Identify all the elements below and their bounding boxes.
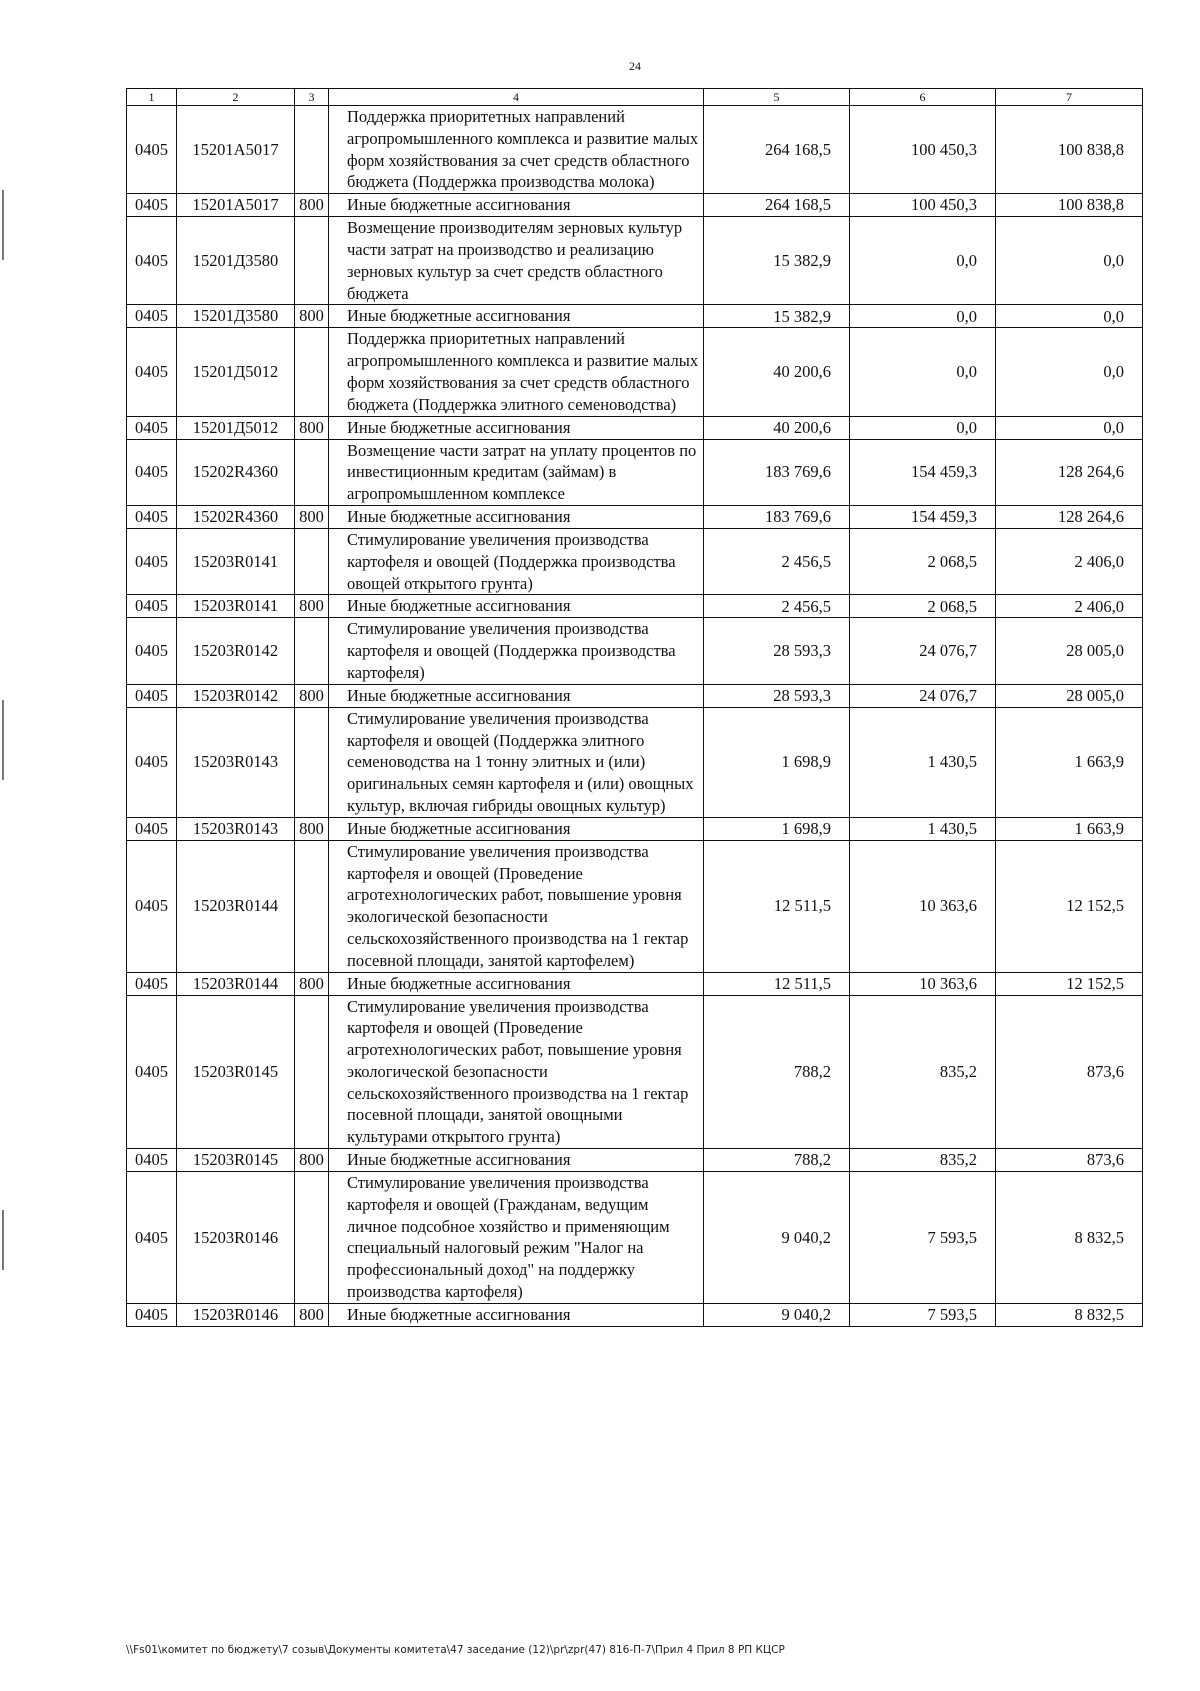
name-cell: Иные бюджетные ассигнования — [329, 817, 704, 840]
table-header — [127, 89, 1143, 106]
name-cell: Иные бюджетные ассигнования — [329, 1303, 704, 1326]
amount-col7-cell: 128 264,6 — [996, 439, 1143, 505]
name-cell: Поддержка приоритетных направлений агропромышленного комплекса и развитие малых форм хозяйствования за счет средств областного бюджета (Поддержка элитного семеноводства) — [329, 328, 704, 416]
table-row — [127, 328, 1143, 416]
amount-col5-cell: 788,2 — [704, 1149, 850, 1172]
code-cell: 15203R0146 — [177, 1303, 295, 1326]
section-cell: 0405 — [127, 194, 177, 217]
amount-col7-cell: 100 838,8 — [996, 194, 1143, 217]
expense-type-cell — [295, 707, 329, 817]
code-cell: 15201A5017 — [177, 106, 295, 194]
name-cell: Возмещение части затрат на уплату процентов по инвестиционным кредитам (займам) в агропромышленном комплексе — [329, 439, 704, 505]
table-row — [127, 106, 1143, 194]
amount-col6-cell: 7 593,5 — [850, 1172, 996, 1304]
code-cell: 15203R0142 — [177, 684, 295, 707]
amount-col6-cell: 100 450,3 — [850, 106, 996, 194]
code-cell: 15203R0144 — [177, 840, 295, 972]
name-cell: Стимулирование увеличения производства картофеля и овощей (Проведение агротехнологических работ, повышение уровня экологической безопасности сельскохозяйственного производства на 1 гектар посевной площади, занятой картофелем) — [329, 840, 704, 972]
code-cell: 15202R4360 — [177, 439, 295, 505]
name-cell: Стимулирование увеличения производства картофеля и овощей (Поддержка элитного семеноводства на 1 тонну элитных и (или) оригинальных семян картофеля и (или) овощных культур, включая гибриды овощных культур) — [329, 707, 704, 817]
amount-col5-cell: 28 593,3 — [704, 618, 850, 684]
expense-type-cell — [295, 328, 329, 416]
col-header-5: 5 — [704, 89, 850, 106]
amount-col7-cell: 128 264,6 — [996, 505, 1143, 528]
amount-col5-cell: 2 456,5 — [704, 528, 850, 594]
expense-type-cell: 800 — [295, 817, 329, 840]
code-cell: 15202R4360 — [177, 505, 295, 528]
code-cell: 15203R0142 — [177, 618, 295, 684]
amount-col7-cell: 12 152,5 — [996, 972, 1143, 995]
table-row — [127, 972, 1143, 995]
scan-margin-mark — [2, 700, 4, 780]
amount-col7-cell: 1 663,9 — [996, 707, 1143, 817]
table-row — [127, 707, 1143, 817]
expense-type-cell: 800 — [295, 194, 329, 217]
table-row — [127, 416, 1143, 439]
section-cell: 0405 — [127, 618, 177, 684]
amount-col5-cell: 9 040,2 — [704, 1303, 850, 1326]
amount-col6-cell: 0,0 — [850, 416, 996, 439]
code-cell: 15201Д3580 — [177, 217, 295, 305]
code-cell: 15203R0143 — [177, 707, 295, 817]
amount-col6-cell: 1 430,5 — [850, 707, 996, 817]
name-cell: Стимулирование увеличения производства картофеля и овощей (Проведение агротехнологических работ, повышение уровня экологической безопасности сельскохозяйственного производства на 1 гектар посевной площади, занятой овощными культурами открытого грунта) — [329, 995, 704, 1149]
section-cell: 0405 — [127, 416, 177, 439]
expense-type-cell — [295, 840, 329, 972]
footer-file-path: \\Fs01\комитет по бюджету\7 созыв\Документы комитета\47 заседание (12)\pr\zpr(47) 816-П-7\Прил 4 Прил 8 РП КЦСР — [126, 1644, 785, 1656]
amount-col7-cell: 8 832,5 — [996, 1303, 1143, 1326]
amount-col5-cell: 12 511,5 — [704, 972, 850, 995]
section-cell: 0405 — [127, 439, 177, 505]
amount-col6-cell: 154 459,3 — [850, 505, 996, 528]
amount-col7-cell: 1 663,9 — [996, 817, 1143, 840]
table-row — [127, 1149, 1143, 1172]
section-cell: 0405 — [127, 217, 177, 305]
code-cell: 15203R0144 — [177, 972, 295, 995]
amount-col7-cell: 0,0 — [996, 305, 1143, 328]
section-cell: 0405 — [127, 817, 177, 840]
section-cell: 0405 — [127, 972, 177, 995]
expense-type-cell — [295, 439, 329, 505]
name-cell: Стимулирование увеличения производства картофеля и овощей (Поддержка производства картофеля) — [329, 618, 704, 684]
code-cell: 15201A5017 — [177, 194, 295, 217]
table-row — [127, 505, 1143, 528]
col-header-1: 1 — [127, 89, 177, 106]
header-row — [127, 89, 1143, 106]
code-cell: 15201Д5012 — [177, 328, 295, 416]
name-cell: Иные бюджетные ассигнования — [329, 505, 704, 528]
amount-col6-cell: 835,2 — [850, 995, 996, 1149]
name-cell: Иные бюджетные ассигнования — [329, 1149, 704, 1172]
code-cell: 15201Д3580 — [177, 305, 295, 328]
expense-type-cell: 800 — [295, 595, 329, 618]
section-cell: 0405 — [127, 595, 177, 618]
amount-col7-cell: 2 406,0 — [996, 595, 1143, 618]
amount-col7-cell: 12 152,5 — [996, 840, 1143, 972]
amount-col5-cell: 40 200,6 — [704, 328, 850, 416]
col-header-4: 4 — [329, 89, 704, 106]
code-cell: 15203R0141 — [177, 595, 295, 618]
scan-margin-mark — [2, 190, 4, 260]
amount-col5-cell: 28 593,3 — [704, 684, 850, 707]
amount-col7-cell: 0,0 — [996, 416, 1143, 439]
name-cell: Иные бюджетные ассигнования — [329, 595, 704, 618]
expense-type-cell: 800 — [295, 416, 329, 439]
code-cell: 15203R0145 — [177, 1149, 295, 1172]
expense-type-cell: 800 — [295, 1303, 329, 1326]
table-row — [127, 817, 1143, 840]
amount-col5-cell: 788,2 — [704, 995, 850, 1149]
amount-col5-cell: 183 769,6 — [704, 505, 850, 528]
amount-col7-cell: 2 406,0 — [996, 528, 1143, 594]
section-cell: 0405 — [127, 1303, 177, 1326]
code-cell: 15203R0143 — [177, 817, 295, 840]
amount-col7-cell: 28 005,0 — [996, 684, 1143, 707]
expense-type-cell — [295, 217, 329, 305]
code-cell: 15203R0145 — [177, 995, 295, 1149]
expense-type-cell — [295, 528, 329, 594]
amount-col7-cell: 28 005,0 — [996, 618, 1143, 684]
table-row — [127, 305, 1143, 328]
table-row — [127, 439, 1143, 505]
expense-type-cell — [295, 1172, 329, 1304]
expense-type-cell: 800 — [295, 505, 329, 528]
table-row — [127, 840, 1143, 972]
name-cell: Иные бюджетные ассигнования — [329, 684, 704, 707]
amount-col6-cell: 154 459,3 — [850, 439, 996, 505]
amount-col5-cell: 264 168,5 — [704, 194, 850, 217]
section-cell: 0405 — [127, 305, 177, 328]
amount-col7-cell: 0,0 — [996, 217, 1143, 305]
table-row — [127, 618, 1143, 684]
section-cell: 0405 — [127, 684, 177, 707]
name-cell: Стимулирование увеличения производства картофеля и овощей (Поддержка производства овощей открытого грунта) — [329, 528, 704, 594]
amount-col6-cell: 0,0 — [850, 328, 996, 416]
table-row — [127, 995, 1143, 1149]
name-cell: Возмещение производителям зерновых культур части затрат на производство и реализацию зерновых культур за счет средств областного бюджета — [329, 217, 704, 305]
amount-col5-cell: 2 456,5 — [704, 595, 850, 618]
table-row — [127, 1303, 1143, 1326]
name-cell: Иные бюджетные ассигнования — [329, 972, 704, 995]
col-header-7: 7 — [996, 89, 1143, 106]
amount-col5-cell: 1 698,9 — [704, 707, 850, 817]
name-cell: Иные бюджетные ассигнования — [329, 416, 704, 439]
section-cell: 0405 — [127, 1149, 177, 1172]
code-cell: 15201Д5012 — [177, 416, 295, 439]
amount-col5-cell: 1 698,9 — [704, 817, 850, 840]
expense-type-cell: 800 — [295, 684, 329, 707]
expense-type-cell — [295, 106, 329, 194]
scan-margin-mark — [2, 1210, 4, 1270]
section-cell: 0405 — [127, 328, 177, 416]
page-number: 24 — [629, 59, 641, 73]
name-cell: Стимулирование увеличения производства картофеля и овощей (Гражданам, ведущим личное подсобное хозяйство и применяющим специальный налоговый режим "Налог на профессиональный доход" на поддержку производства картофеля) — [329, 1172, 704, 1304]
amount-col6-cell: 835,2 — [850, 1149, 996, 1172]
amount-col6-cell: 24 076,7 — [850, 684, 996, 707]
expense-type-cell: 800 — [295, 305, 329, 328]
amount-col6-cell: 2 068,5 — [850, 528, 996, 594]
amount-col6-cell: 0,0 — [850, 305, 996, 328]
name-cell: Поддержка приоритетных направлений агропромышленного комплекса и развитие малых форм хозяйствования за счет средств областного бюджета (Поддержка производства молока) — [329, 106, 704, 194]
expense-type-cell — [295, 618, 329, 684]
code-cell: 15203R0141 — [177, 528, 295, 594]
expense-type-cell: 800 — [295, 972, 329, 995]
table-row — [127, 194, 1143, 217]
amount-col5-cell: 264 168,5 — [704, 106, 850, 194]
table-row — [127, 684, 1143, 707]
section-cell: 0405 — [127, 707, 177, 817]
amount-col5-cell: 40 200,6 — [704, 416, 850, 439]
amount-col5-cell: 12 511,5 — [704, 840, 850, 972]
section-cell: 0405 — [127, 528, 177, 594]
amount-col6-cell: 10 363,6 — [850, 972, 996, 995]
amount-col6-cell: 2 068,5 — [850, 595, 996, 618]
section-cell: 0405 — [127, 995, 177, 1149]
table-body — [127, 106, 1143, 1327]
budget-table — [126, 88, 1143, 1327]
name-cell: Иные бюджетные ассигнования — [329, 305, 704, 328]
col-header-2: 2 — [177, 89, 295, 106]
amount-col7-cell: 0,0 — [996, 328, 1143, 416]
col-header-6: 6 — [850, 89, 996, 106]
table-row — [127, 217, 1143, 305]
amount-col6-cell: 10 363,6 — [850, 840, 996, 972]
amount-col6-cell: 24 076,7 — [850, 618, 996, 684]
expense-type-cell — [295, 995, 329, 1149]
section-cell: 0405 — [127, 1172, 177, 1304]
col-header-3: 3 — [295, 89, 329, 106]
amount-col7-cell: 100 838,8 — [996, 106, 1143, 194]
section-cell: 0405 — [127, 505, 177, 528]
amount-col5-cell: 15 382,9 — [704, 217, 850, 305]
amount-col7-cell: 873,6 — [996, 1149, 1143, 1172]
table-row — [127, 1172, 1143, 1304]
name-cell: Иные бюджетные ассигнования — [329, 194, 704, 217]
section-cell: 0405 — [127, 106, 177, 194]
amount-col6-cell: 100 450,3 — [850, 194, 996, 217]
table-row — [127, 595, 1143, 618]
table-row — [127, 528, 1143, 594]
amount-col6-cell: 7 593,5 — [850, 1303, 996, 1326]
code-cell: 15203R0146 — [177, 1172, 295, 1304]
amount-col6-cell: 0,0 — [850, 217, 996, 305]
amount-col5-cell: 9 040,2 — [704, 1172, 850, 1304]
expense-type-cell: 800 — [295, 1149, 329, 1172]
amount-col6-cell: 1 430,5 — [850, 817, 996, 840]
amount-col7-cell: 8 832,5 — [996, 1172, 1143, 1304]
amount-col5-cell: 15 382,9 — [704, 305, 850, 328]
amount-col5-cell: 183 769,6 — [704, 439, 850, 505]
amount-col7-cell: 873,6 — [996, 995, 1143, 1149]
section-cell: 0405 — [127, 840, 177, 972]
